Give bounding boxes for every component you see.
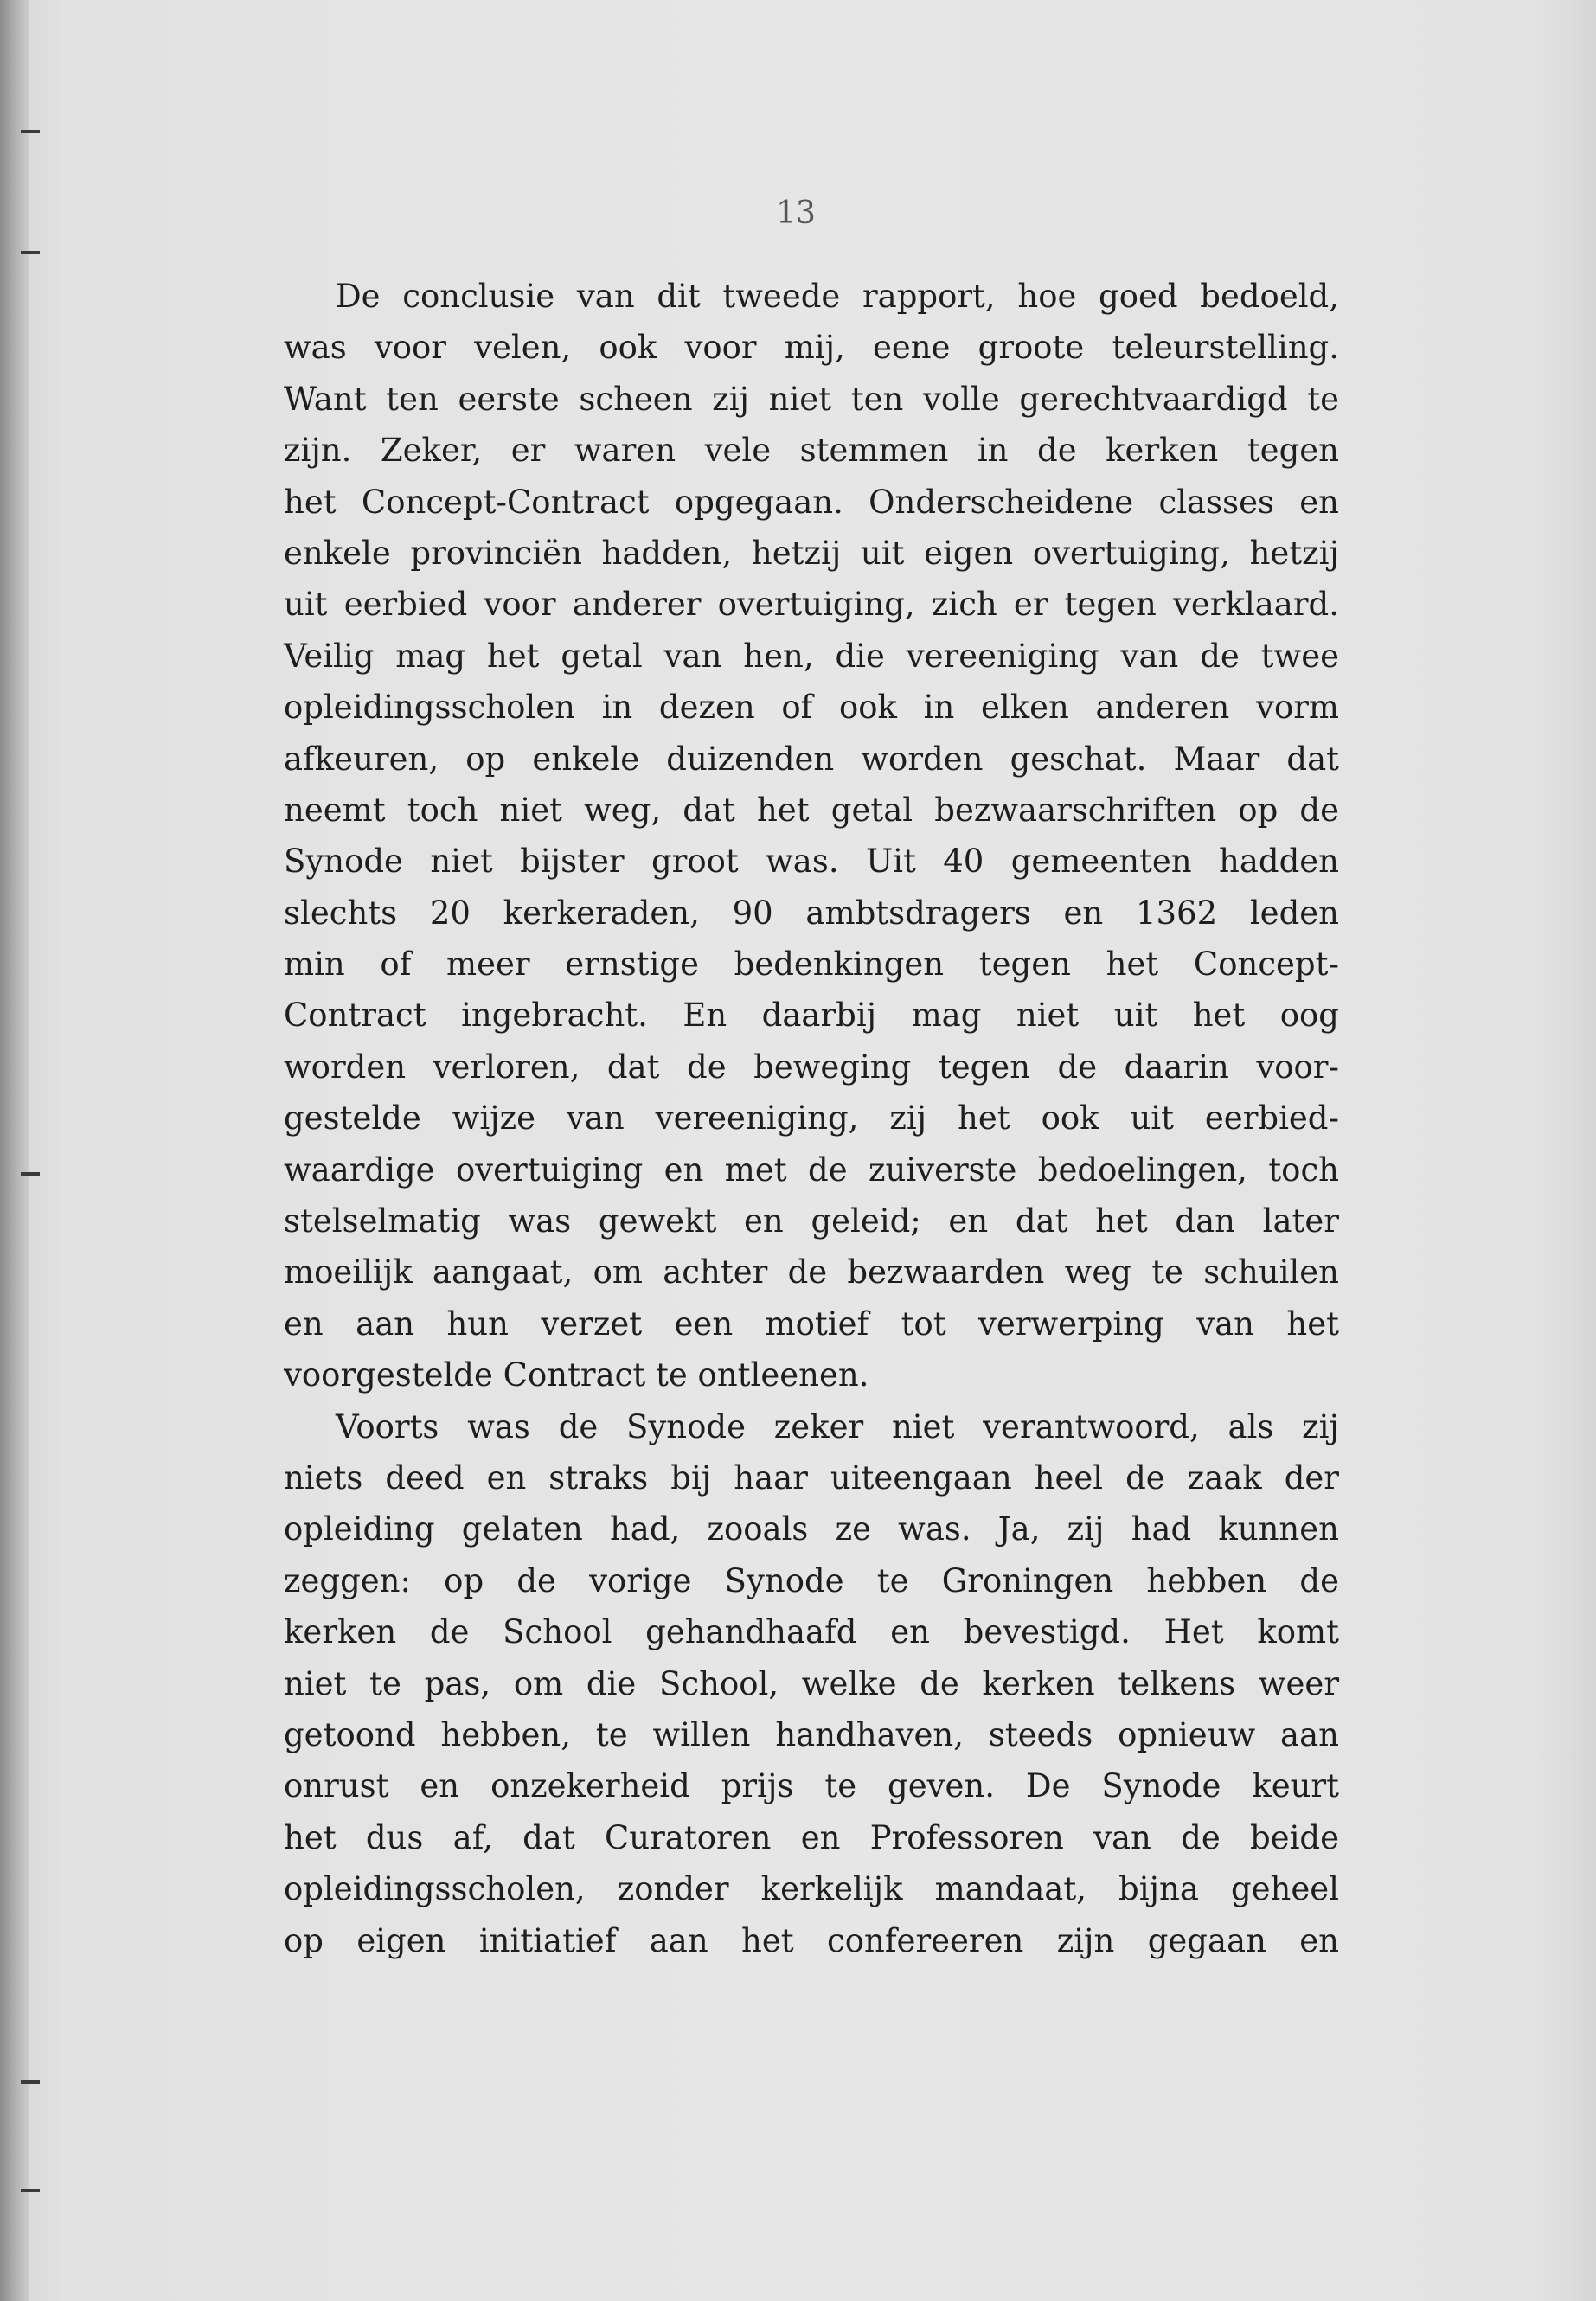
text-line: op eigen initiatief aan het confereeren zijn gegaan en [284,1921,1339,1959]
text-line: niets deed en straks bij haar uiteengaan heel de zaak der [284,1458,1339,1497]
text-line: stelselmatig was gewekt en geleid; en dat het dan later [284,1202,1339,1240]
text-line: voorgestelde Contract te ontleenen. [284,1356,869,1394]
text-line: Veilig mag het getal van hen, die vereeniging van de twee [284,637,1339,675]
paragraph [284,1401,1339,1966]
edge-mark [21,2080,40,2084]
text-line: niet te pas, om die School, welke de kerken telkens weer [284,1664,1339,1702]
text-line: was voor velen, ook voor mij, eene groote teleurstelling. [284,329,1339,367]
page-number: 13 [776,195,816,231]
text-line: enkele provinciën hadden, hetzij uit eigen overtuiging, hetzij [284,534,1339,572]
text-line: onrust en onzekerheid prijs te geven. De Synode keurt [284,1767,1339,1805]
text-line: kerken de School gehandhaafd en bevestigd. Het komt [284,1613,1339,1651]
text-line: neemt toch niet weg, dat het getal bezwaarschriften op de [284,791,1339,829]
text-line: Voorts was de Synode zeker niet verantwoord, als zij [336,1407,1339,1445]
text-line: Want ten eerste scheen zij niet ten volle gerechtvaardigd te [284,380,1339,418]
text-line: Contract ingebracht. En daarbij mag niet uit het oog [284,997,1339,1035]
binding-edge [0,0,29,2301]
text-line: waardige overtuiging en met de zuiverste bedoelingen, toch [284,1150,1339,1189]
edge-mark [21,2189,40,2192]
edge-mark [21,130,40,133]
paragraph [284,271,1339,1401]
body-text [284,271,1339,1966]
text-line: gestelde wijze van vereeniging, zij het ook uit eerbied- [284,1099,1339,1138]
text-line: afkeuren, op enkele duizenden worden geschat. Maar dat [284,740,1339,778]
text-line: getoond hebben, te willen handhaven, steeds opnieuw aan [284,1715,1339,1753]
text-line: uit eerbied voor anderer overtuiging, zich er tegen verklaard. [284,586,1339,624]
text-line: het Concept-Contract opgegaan. Onderscheidene classes en [284,483,1339,521]
edge-mark [21,1172,40,1176]
text-line: zeggen: op de vorige Synode te Groningen hebben de [284,1561,1339,1599]
text-line: het dus af, dat Curatoren en Professoren van de beide [284,1818,1339,1856]
text-line: moeilijk aangaat, om achter de bezwaarden weg te schuilen [284,1253,1339,1292]
text-line: en aan hun verzet een motief tot verwerping van het [284,1304,1339,1343]
text-line: opleidingsscholen in dezen of ook in elken anderen vorm [284,689,1339,727]
text-line: min of meer ernstige bedenkingen tegen het Concept- [284,945,1339,984]
edge-mark [21,251,40,254]
text-line: opleidingsscholen, zonder kerkelijk mandaat, bijna geheel [284,1870,1339,1908]
text-line: slechts 20 kerkeraden, 90 ambtsdragers en 1362 leden [284,894,1339,932]
text-line: De conclusie van dit tweede rapport, hoe goed bedoeld, [336,278,1339,315]
text-line: worden verloren, dat de beweging tegen de daarin voor- [284,1048,1339,1086]
text-line: opleiding gelaten had, zooals ze was. Ja, zij had kunnen [284,1510,1339,1548]
text-line: Synode niet bijster groot was. Uit 40 gemeenten hadden [284,843,1339,881]
text-line: zijn. Zeker, er waren vele stemmen in de kerken tegen [284,432,1339,470]
